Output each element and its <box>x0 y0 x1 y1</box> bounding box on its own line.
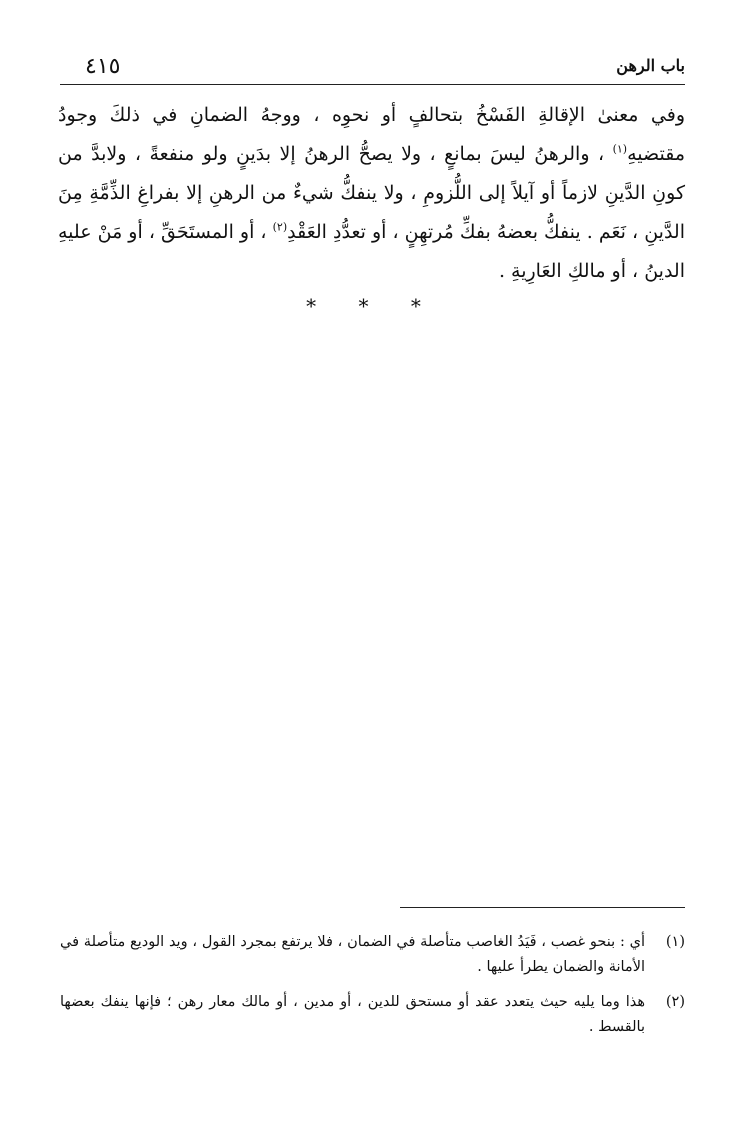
footnotes <box>60 930 685 1050</box>
paragraph-text-1: وفي معنىٰ الإقالةِ الفَسْخُ بتحالفٍ أو نحوِه ، ووجهُ الضمانِ في ذلكَ وجودُ مقتضيهِ <box>58 104 685 165</box>
paragraph-text-3: ، أو المستَحَقِّ ، أو مَنْ عليهِ الدينُ ، أو مالكِ العَارِيةِ . <box>58 221 685 282</box>
footnote-ref-2: (٢) <box>272 220 288 234</box>
footnote-item <box>60 930 685 980</box>
running-head <box>60 50 685 82</box>
footnote-item <box>60 990 685 1040</box>
chapter-title: باب الرهن <box>616 56 685 75</box>
main-text <box>58 96 685 291</box>
footnote-rule <box>400 907 685 908</box>
section-separator: * * * <box>306 294 439 318</box>
paragraph-text-2: ، والرهنُ ليسَ بمانعٍ ، ولا يصحُّ الرهنُ إلا بدَينٍ ولو منفعةً ، ولابدَّ من كونِ الدَّينِ لازماً أو آيلاً إلى اللُّزومِ ، ولا ينفكُّ شيءٌ من الرهنِ إلا بفراغِ الذِّمَّةِ مِنَ الدَّينِ ، نَعَم . ينفكُّ بعضهُ بفكِّ مُرتهِنٍ ، أو تعدُّدِ العَقْدِ <box>58 143 685 243</box>
header-rule <box>60 84 685 85</box>
main-paragraph <box>58 96 685 291</box>
footnote-number: (٢) <box>665 994 685 1010</box>
footnote-text: هذا وما يليه حيث يتعدد عقد أو مستحق للدين ، أو مدين ، أو مالك معار رهن ؛ فإنها ينفك بعضها بالقسط . <box>60 994 645 1035</box>
footnote-ref-1: (١) <box>612 142 628 156</box>
footnote-text: أي : بنحو غصب ، فَيَدُ الغاصب متأصلة في الضمان ، فلا يرتفع بمجرد القول ، ويد الوديع متأصلة في الأمانة والضمان يطرأ عليها . <box>60 934 645 975</box>
page-number: ٤١٥ <box>85 54 121 79</box>
footnote-number: (١) <box>665 934 685 950</box>
